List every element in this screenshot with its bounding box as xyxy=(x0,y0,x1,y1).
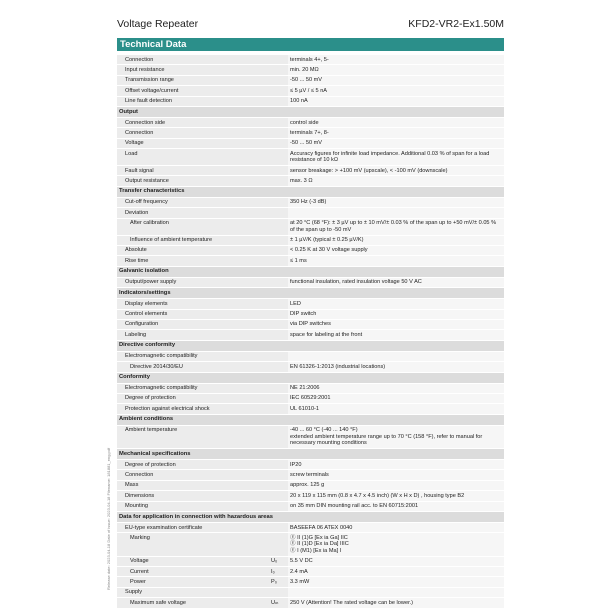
section-heading: Ambient conditions xyxy=(117,415,504,426)
row-label: Transmission range xyxy=(117,76,270,85)
table-row xyxy=(117,362,504,372)
table-row xyxy=(117,86,504,96)
row-symbol xyxy=(270,470,288,479)
row-value: 5.5 V DC xyxy=(288,557,504,566)
row-value: 3.3 mW xyxy=(288,577,504,586)
row-label: Offset voltage/current xyxy=(117,86,270,95)
row-value: ≤ 1 ms xyxy=(288,256,504,265)
row-value: -40 ... 60 °C (-40 ... 140 °F) extended ambient temperature range up to 70 °C (158 °F), refer to manual for necessary mounting conditions xyxy=(288,426,504,448)
row-label: Mass xyxy=(117,481,270,490)
row-symbol xyxy=(270,320,288,329)
row-label: Input resistance xyxy=(117,65,270,74)
row-label: Degree of protection xyxy=(117,394,270,403)
table-row xyxy=(117,198,504,208)
row-label: Configuration xyxy=(117,320,270,329)
row-symbol xyxy=(270,166,288,175)
row-value: min. 20 MΩ xyxy=(288,65,504,74)
row-value: 350 Hz (-3 dB) xyxy=(288,198,504,207)
row-value: ± 1 µV/K (typical ± 0.25 µV/K) xyxy=(288,236,504,245)
row-label: Rise time xyxy=(117,256,270,265)
row-symbol xyxy=(270,426,288,448)
row-label: Supply xyxy=(117,588,270,597)
row-value: 20 x 119 x 115 mm (0.8 x 4.7 x 4.5 inch) (W x H x D) , housing type B2 xyxy=(288,491,504,500)
row-value: screw terminals xyxy=(288,470,504,479)
row-value: max. 3 Ω xyxy=(288,176,504,185)
row-label: Power xyxy=(117,577,270,586)
row-value: NE 21:2006 xyxy=(288,384,504,393)
row-label: Electromagnetic compatibility xyxy=(117,384,270,393)
table-row xyxy=(117,128,504,138)
row-symbol xyxy=(270,128,288,137)
row-label: Mounting xyxy=(117,502,270,511)
row-symbol xyxy=(270,246,288,255)
table-row xyxy=(117,76,504,86)
table-row xyxy=(117,352,504,362)
row-symbol xyxy=(270,404,288,413)
row-symbol: Uₘ xyxy=(270,598,288,607)
technical-data-table xyxy=(117,55,504,609)
row-symbol xyxy=(270,149,288,165)
table-row xyxy=(117,97,504,107)
row-symbol xyxy=(270,502,288,511)
row-value: 100 nA xyxy=(288,97,504,106)
row-label: Connection xyxy=(117,128,270,137)
row-value: 2.4 mA xyxy=(288,567,504,576)
row-symbol xyxy=(270,236,288,245)
release-info: Release date: 2023-04-18 Date of issue: 2023-04-18 Filename: 181881_eng.pdf xyxy=(106,447,111,590)
row-label: Load xyxy=(117,149,270,165)
table-row xyxy=(117,219,504,236)
row-label: Directive 2014/30/EU xyxy=(117,362,270,371)
row-value xyxy=(288,208,504,217)
row-label: Marking xyxy=(117,533,270,555)
row-value: functional insulation, rated insulation voltage 50 V AC xyxy=(288,278,504,287)
row-value xyxy=(288,352,504,361)
row-symbol xyxy=(270,362,288,371)
table-row xyxy=(117,491,504,501)
table-row xyxy=(117,166,504,176)
row-value: BASEEFA 06 ATEX 0040 xyxy=(288,523,504,532)
row-label: EU-type examination certificate xyxy=(117,523,270,532)
row-label: Electromagnetic compatibility xyxy=(117,352,270,361)
row-value: at 20 °C (68 °F): ± 3 µV up to ± 10 mV/± 0.03 % of the span up to +50 mV/± 0.05 % of the span up to -50 mV xyxy=(288,219,504,235)
row-symbol: U₀ xyxy=(270,557,288,566)
row-symbol xyxy=(270,384,288,393)
row-label: Influence of ambient temperature xyxy=(117,236,270,245)
row-value: EN 61326-1:2013 (industrial locations) xyxy=(288,362,504,371)
row-label: Cut-off frequency xyxy=(117,198,270,207)
row-symbol xyxy=(270,176,288,185)
row-value: Ⓔ II (1)G [Ex ia Ga] IIC Ⓔ II (1)D [Ex ia Da] IIIC Ⓔ I (M1) [Ex ia Ma] I xyxy=(288,533,504,555)
section-heading: Transfer characteristics xyxy=(117,187,504,198)
table-row xyxy=(117,394,504,404)
row-symbol xyxy=(270,97,288,106)
table-row xyxy=(117,278,504,288)
product-code: KFD2-VR2-Ex1.50M xyxy=(408,18,504,30)
table-row xyxy=(117,460,504,470)
table-row xyxy=(117,176,504,186)
table-row xyxy=(117,299,504,309)
section-heading: Indicators/settings xyxy=(117,288,504,299)
row-label: Ambient temperature xyxy=(117,426,270,448)
row-value: terminals 4+, 5- xyxy=(288,55,504,64)
row-symbol xyxy=(270,523,288,532)
row-value: IP20 xyxy=(288,460,504,469)
table-row xyxy=(117,149,504,166)
table-row xyxy=(117,384,504,394)
section-heading: Output xyxy=(117,107,504,118)
row-symbol xyxy=(270,330,288,339)
row-symbol xyxy=(270,352,288,361)
section-heading: Conformity xyxy=(117,373,504,384)
row-label: Connection xyxy=(117,470,270,479)
table-row xyxy=(117,404,504,414)
table-row xyxy=(117,588,504,598)
page-header xyxy=(117,18,504,32)
section-heading: Data for application in connection with hazardous areas xyxy=(117,512,504,523)
table-row xyxy=(117,55,504,65)
table-row xyxy=(117,481,504,491)
row-label: Maximum safe voltage xyxy=(117,598,270,607)
row-symbol xyxy=(270,588,288,597)
row-symbol xyxy=(270,481,288,490)
table-row xyxy=(117,139,504,149)
table-row xyxy=(117,502,504,512)
row-label: Line fault detection xyxy=(117,97,270,106)
table-row xyxy=(117,208,504,218)
row-value: DIP switch xyxy=(288,310,504,319)
row-symbol xyxy=(270,533,288,555)
table-row xyxy=(117,320,504,330)
row-value: via DIP switches xyxy=(288,320,504,329)
row-label: Fault signal xyxy=(117,166,270,175)
table-row xyxy=(117,523,504,533)
row-label: Dimensions xyxy=(117,491,270,500)
row-value: control side xyxy=(288,118,504,127)
row-label: Absolute xyxy=(117,246,270,255)
row-value: Accuracy figures for infinite load impedance. Additional 0.03 % of span for a load resistance of 10 kΩ xyxy=(288,149,504,165)
table-row xyxy=(117,557,504,567)
table-row xyxy=(117,65,504,75)
row-label: Control elements xyxy=(117,310,270,319)
row-symbol xyxy=(270,55,288,64)
table-row xyxy=(117,426,504,449)
row-symbol xyxy=(270,208,288,217)
table-row xyxy=(117,256,504,266)
table-row xyxy=(117,236,504,246)
row-label: Output resistance xyxy=(117,176,270,185)
section-heading: Directive conformity xyxy=(117,341,504,352)
row-symbol xyxy=(270,278,288,287)
table-row xyxy=(117,310,504,320)
row-symbol xyxy=(270,139,288,148)
section-heading: Galvanic isolation xyxy=(117,267,504,278)
row-label: Protection against electrical shock xyxy=(117,404,270,413)
table-row xyxy=(117,567,504,577)
table-row xyxy=(117,470,504,480)
row-value: -50 ... 50 mV xyxy=(288,139,504,148)
row-label: Connection side xyxy=(117,118,270,127)
row-value: ≤ 5 µV / ≤ 5 nA xyxy=(288,86,504,95)
row-label: Labeling xyxy=(117,330,270,339)
row-label: Deviation xyxy=(117,208,270,217)
row-value: sensor breakage: > +100 mV (upscale), < -100 mV (downscale) xyxy=(288,166,504,175)
section-heading: Mechanical specifications xyxy=(117,449,504,460)
row-label: Voltage xyxy=(117,557,270,566)
row-label: After calibration xyxy=(117,219,270,235)
product-category: Voltage Repeater xyxy=(117,18,199,30)
side-note xyxy=(106,430,114,590)
row-symbol xyxy=(270,86,288,95)
row-value: -50 ... 50 mV xyxy=(288,76,504,85)
row-symbol xyxy=(270,491,288,500)
table-row xyxy=(117,533,504,556)
row-symbol xyxy=(270,460,288,469)
row-value: LED xyxy=(288,299,504,308)
row-value: terminals 7+, 8- xyxy=(288,128,504,137)
row-symbol xyxy=(270,219,288,235)
table-row xyxy=(117,330,504,340)
row-value xyxy=(288,588,504,597)
table-row xyxy=(117,118,504,128)
row-symbol xyxy=(270,310,288,319)
row-value: < 0.25 K at 30 V voltage supply xyxy=(288,246,504,255)
row-symbol xyxy=(270,76,288,85)
row-value: approx. 125 g xyxy=(288,481,504,490)
row-symbol xyxy=(270,394,288,403)
row-symbol xyxy=(270,65,288,74)
row-label: Voltage xyxy=(117,139,270,148)
row-value: on 35 mm DIN mounting rail acc. to EN 60715:2001 xyxy=(288,502,504,511)
row-label: Degree of protection xyxy=(117,460,270,469)
row-symbol xyxy=(270,299,288,308)
row-symbol: I₀ xyxy=(270,567,288,576)
row-value: space for labeling at the front xyxy=(288,330,504,339)
row-symbol: P₀ xyxy=(270,577,288,586)
row-label: Output/power supply xyxy=(117,278,270,287)
row-value: UL 61010-1 xyxy=(288,404,504,413)
row-symbol xyxy=(270,198,288,207)
row-symbol xyxy=(270,256,288,265)
row-value: IEC 60529:2001 xyxy=(288,394,504,403)
table-row xyxy=(117,577,504,587)
row-label: Display elements xyxy=(117,299,270,308)
row-symbol xyxy=(270,118,288,127)
row-value: 250 V (Attention! The rated voltage can be lower.) xyxy=(288,598,504,607)
row-label: Current xyxy=(117,567,270,576)
section-band-technical-data: Technical Data xyxy=(117,38,504,51)
table-row xyxy=(117,246,504,256)
row-label: Connection xyxy=(117,55,270,64)
